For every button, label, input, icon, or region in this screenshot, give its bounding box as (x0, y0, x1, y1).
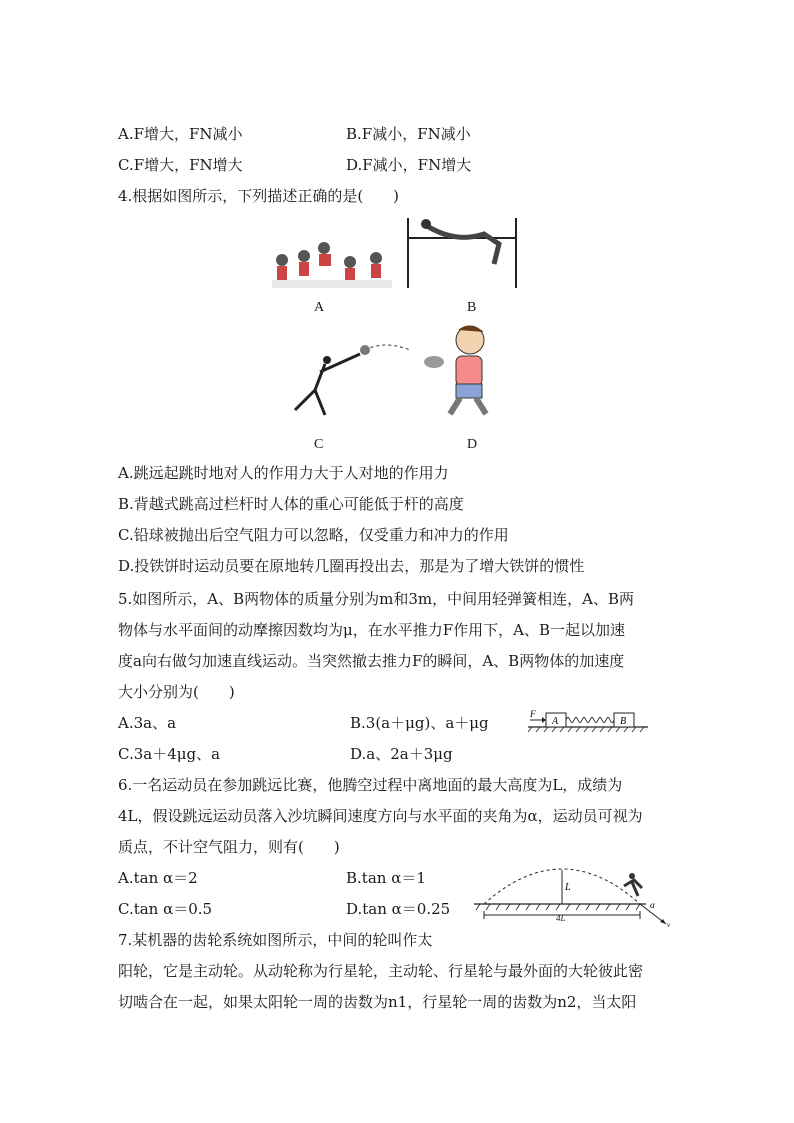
q5-option-a: A.3a、a (118, 714, 177, 732)
q5-stem-line-2: 物体与水平面间的动摩擦因数均为μ，在水平推力F作用下，A、B一起以加速 (118, 621, 626, 639)
figure-label-b: B (467, 300, 477, 315)
block-b-label: B (620, 716, 627, 727)
long-jump-figure (272, 238, 392, 290)
q6-option-c: C.tan α＝0.5 (118, 900, 213, 918)
q5-stem-line-3: 度a向右做匀加速直线运动。当突然撤去推力F的瞬间，A、B两物体的加速度 (118, 652, 625, 670)
q4-option-c: C.铅球被抛出后空气阻力可以忽略，仅受重力和冲力的作用 (118, 526, 509, 544)
jump-trajectory-figure (474, 858, 674, 928)
q5-option-d: D.a、2a＋3μg (350, 745, 453, 763)
q3-option-c: C.F增大，FN增大 (118, 156, 243, 174)
q5-option-b: B.3(a＋μg)、a＋μg (350, 714, 489, 732)
q3-option-b: B.F减小，FN减小 (346, 125, 471, 143)
q4-option-a: A.跳远起跳时地对人的作用力大于人对地的作用力 (118, 464, 449, 482)
q3-option-a: A.F增大，FN减小 (118, 125, 243, 143)
q7-stem-line-3: 切啮合在一起，如果太阳轮一周的齿数为n1，行星轮一周的齿数为n2，当太阳 (118, 993, 637, 1011)
q5-stem-line-1: 5.如图所示，A、B两物体的质量分别为m和3m，中间用轻弹簧相连，A、B两 (118, 590, 635, 608)
figure-label-a: A (314, 300, 325, 315)
q6-option-d: D.tan α＝0.25 (346, 900, 451, 918)
spring-blocks-figure (528, 708, 648, 734)
figure-label-c: C (314, 437, 324, 452)
q4-stem: 4.根据如图所示，下列描述正确的是( ) (118, 187, 400, 205)
q6-option-b: B.tan α＝1 (346, 869, 426, 887)
q4-option-d: D.投铁饼时运动员要在原地转几圈再投出去，那是为了增大铁饼的惯性 (118, 557, 585, 575)
q4-option-b: B.背越式跳高过栏杆时人体的重心可能低于杆的高度 (118, 495, 464, 513)
q6-stem-line-2: 4L，假设跳远运动员落入沙坑瞬间速度方向与水平面的夹角为α，运动员可视为 (118, 807, 643, 825)
angle-label: α (650, 900, 655, 910)
q3-option-d: D.F减小，FN增大 (346, 156, 472, 174)
block-a-label: A (552, 716, 559, 727)
q5-option-c: C.3a＋4μg、a (118, 745, 221, 763)
shot-put-figure (285, 340, 410, 420)
figure-label-d: D (467, 437, 478, 452)
q7-stem-line-2: 阳轮，它是主动轮。从动轮称为行星轮，主动轮、行星轮与最外面的大轮彼此密 (118, 962, 644, 980)
q7-stem-line-1: 7.某机器的齿轮系统如图所示，中间的轮叫作太 (118, 931, 433, 949)
distance-label: 4L (556, 913, 566, 923)
q5-stem-line-4: 大小分别为( ) (118, 683, 235, 701)
discus-thrower-figure (420, 322, 510, 422)
q6-stem-line-3: 质点，不计空气阻力，则有( ) (118, 838, 340, 856)
force-label: F (530, 709, 536, 719)
high-jump-figure (404, 214, 522, 290)
q6-option-a: A.tan α＝2 (118, 869, 198, 887)
q6-stem-line-1: 6.一名运动员在参加跳远比赛，他腾空过程中离地面的最大高度为L，成绩为 (118, 776, 623, 794)
velocity-label: v (667, 921, 671, 928)
height-label: L (565, 882, 571, 893)
